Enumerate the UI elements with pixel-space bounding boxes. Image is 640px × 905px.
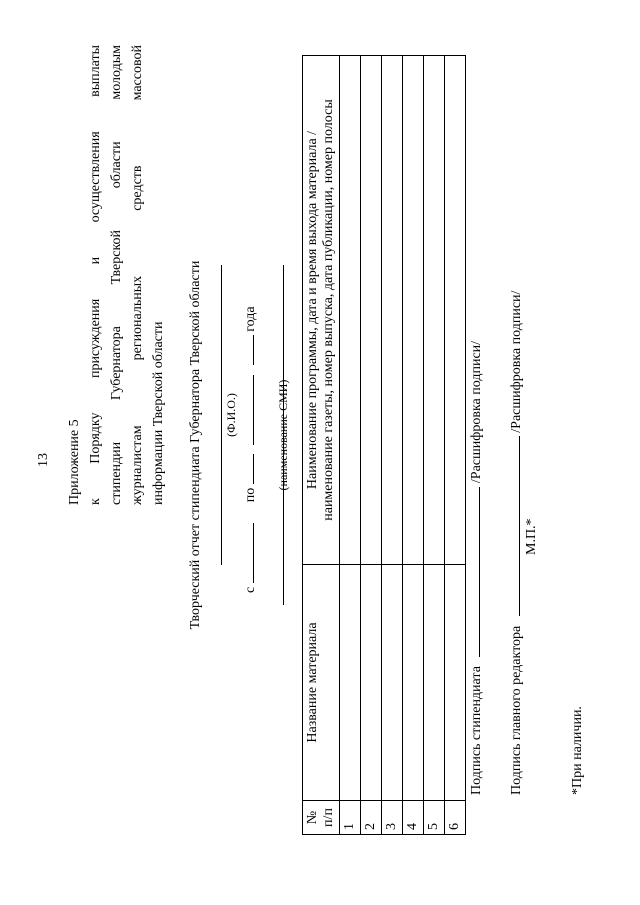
row-number: 1 [340,801,361,835]
appendix-line: стипендии Губернатора Тверской области молодым [109,45,124,505]
period-from-blank [240,523,254,583]
header-details [303,56,340,565]
table-header-row [303,56,340,835]
appendix-line: информации Тверской области [151,321,166,505]
report-period [240,193,259,593]
period-to-label: по [243,487,258,503]
row-number: 3 [382,801,403,835]
table-row [445,56,466,835]
scholar-signature-label: Подпись стипендиата [469,666,484,795]
scholar-signature-blank[interactable] [466,487,480,657]
appendix-line: журналистам региональных средств массовой [130,45,145,505]
row-name-cell[interactable] [445,565,466,801]
row-name-cell[interactable] [424,565,445,801]
period-year-label: года [243,306,258,332]
table-row [361,56,382,835]
footnote: *При наличии. [570,706,585,795]
row-details-cell[interactable] [424,56,445,565]
row-number: 2 [361,801,382,835]
row-details-cell[interactable] [340,56,361,565]
report-table [302,55,466,835]
table-row [403,56,424,835]
row-name-cell[interactable] [361,565,382,801]
row-name-cell[interactable] [403,565,424,801]
row-name-cell[interactable] [340,565,361,801]
stamp-placeholder: М.П.* [524,518,539,555]
scholar-signature [466,195,485,795]
appendix-line: Приложение 5 [67,419,82,505]
report-title: Творческий отчет стипендиата Губернатора Тверской области [188,260,203,630]
row-details-cell[interactable] [361,56,382,565]
smi-label: (наименование СМИ) [276,379,290,491]
header-num: № п/п [303,801,340,835]
header-details-line2: наименование газеты, номер выпуска, дата публикации, номер полосы [321,99,336,521]
fio-label: (Ф.И.О.) [224,393,238,437]
fio-underline [212,265,222,565]
scholar-signature-decode: /Расшифровка подписи/ [469,340,484,484]
page-number: 13 [36,453,51,467]
row-name-cell[interactable] [382,565,403,801]
table-row [424,56,445,835]
header-details-line1: Наименование программы, дата и время выхода материала / [305,130,320,490]
editor-signature-blank[interactable] [506,436,520,616]
period-to-blank-year [240,335,254,365]
row-number: 6 [445,801,466,835]
row-details-cell[interactable] [403,56,424,565]
row-details-cell[interactable] [382,56,403,565]
row-details-cell[interactable] [445,56,466,565]
table-row [340,56,361,835]
editor-signature-label: Подпись главного редактора [509,625,524,795]
header-name: Название материала [303,565,340,801]
appendix-header [64,45,169,505]
appendix-line: к Порядку присуждения и осуществления выплаты [88,45,103,505]
editor-signature [506,195,525,795]
period-to-blank-day [240,454,254,484]
row-number: 4 [403,801,424,835]
editor-signature-decode: /Расшифровка подписи/ [509,290,524,433]
row-number: 5 [424,801,445,835]
period-from-label: с [243,586,258,593]
table-row [382,56,403,835]
period-to-blank-month [240,375,254,445]
